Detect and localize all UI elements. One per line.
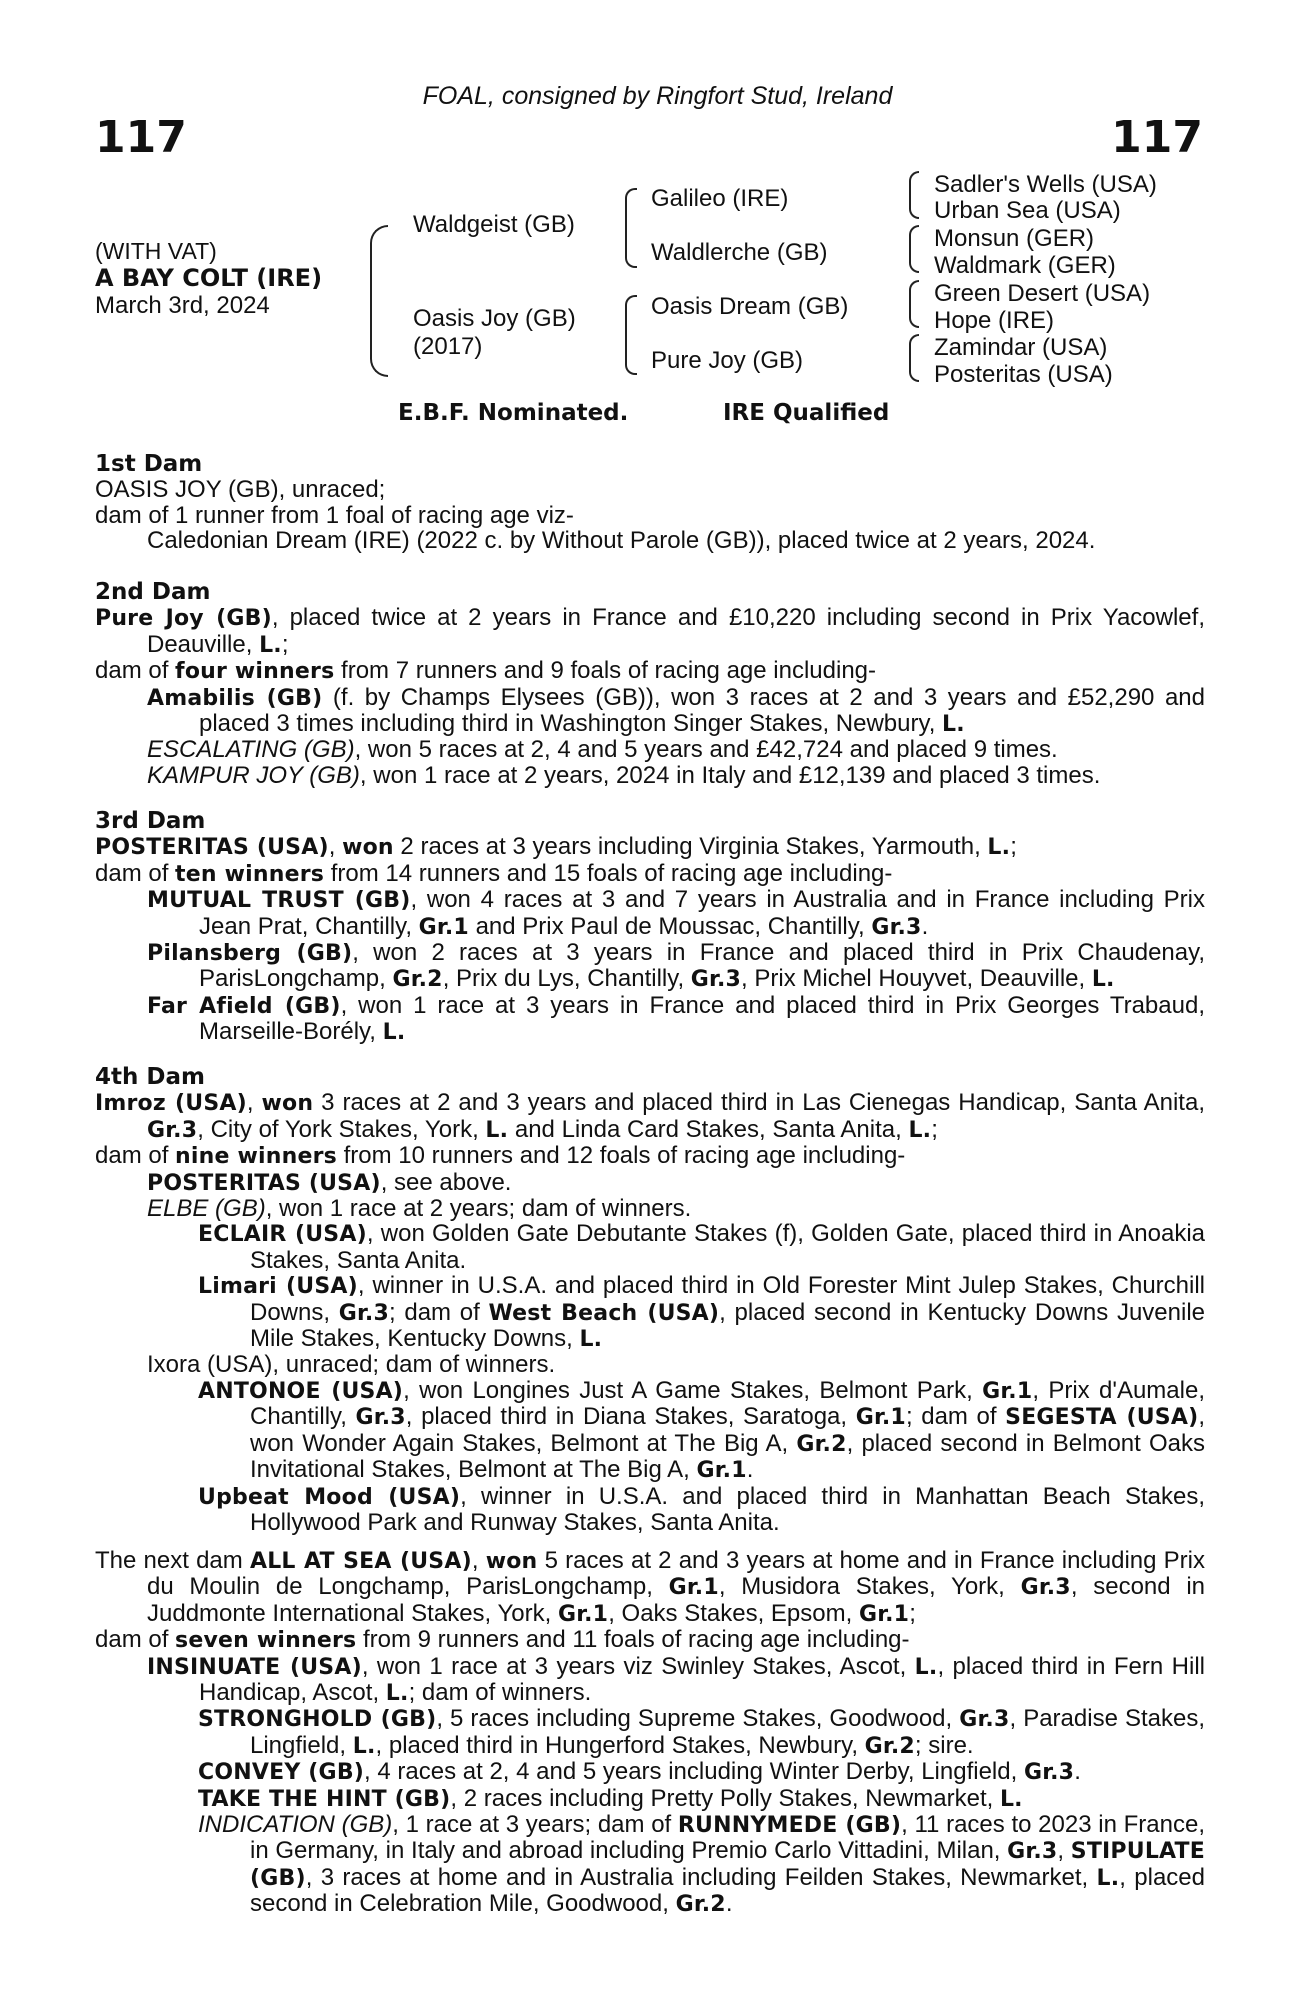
- pedigree-entry: [95, 1627, 1205, 1653]
- bold-run: Gr.2: [796, 1431, 847, 1457]
- bold-run: Limari (USA): [198, 1274, 358, 1300]
- bold-run: won: [485, 1549, 538, 1574]
- pedigree-brace: [370, 225, 388, 377]
- sire-dam: Waldlerche (GB): [651, 239, 828, 266]
- dam-name: Oasis Joy (GB): [413, 305, 576, 332]
- pedigree-entry: [95, 1786, 1205, 1812]
- italic-run: ELBE (GB): [147, 1195, 266, 1223]
- text-run: , Musidora Stakes, York,: [718, 1573, 1021, 1601]
- brace-g3-3: [909, 280, 919, 328]
- section-2nd-dam: [95, 580, 1205, 788]
- bold-run: Gr.3: [1023, 1760, 1075, 1786]
- bold-run: Gr.3: [959, 1707, 1010, 1733]
- g3-6: Hope (IRE): [934, 307, 1055, 334]
- text-run: .: [725, 1890, 733, 1918]
- pedigree-entry: [95, 763, 1205, 788]
- text-run: , placed second in Kentucky Downs Juvenile Mile Stakes, Kentucky Downs,: [250, 1298, 1205, 1353]
- bold-run: won: [261, 1091, 314, 1117]
- text-run: , see above.: [380, 1168, 512, 1196]
- bold-run: STRONGHOLD (GB): [198, 1707, 437, 1733]
- text-run: ; sire.: [914, 1731, 974, 1759]
- pedigree-entry: [95, 1378, 1205, 1484]
- text-run: ; dam of: [905, 1403, 1006, 1431]
- pedigree-entry: [95, 1759, 1205, 1785]
- bold-run: POSTERITAS (USA): [95, 835, 329, 861]
- text-run: dam of: [95, 859, 176, 887]
- text-run: ;: [1010, 833, 1017, 861]
- consignor-header: FOAL, consigned by Ringfort Stud, Ireland: [422, 82, 893, 110]
- text-run: dam of: [95, 1142, 176, 1170]
- g3-5: Green Desert (USA): [934, 280, 1151, 307]
- bold-run: L.: [485, 1117, 509, 1143]
- text-run: (f. by Champs Elysees (GB)), won 3 races at 2 and 3 years and £52,290 and placed 3 times including third in Washington Singer Stakes, Newbury,: [199, 683, 1205, 738]
- text-run: , won Wonder Again Stakes, Belmont at The Big A,: [250, 1403, 1206, 1457]
- lot-number-right: 117: [1111, 112, 1203, 163]
- text-run: ,: [246, 1089, 262, 1117]
- text-run: ,: [328, 833, 343, 861]
- brace-g3-2: [909, 225, 919, 273]
- bold-run: Gr.1: [982, 1378, 1033, 1404]
- pedigree-entry: [95, 737, 1205, 762]
- pedigree-entry: [95, 1548, 1205, 1627]
- bold-run: MUTUAL TRUST (GB): [147, 888, 411, 914]
- pedigree-entry: [95, 1812, 1205, 1918]
- text-run: , placed third in Fern Hill Handicap, Ascot,: [199, 1652, 1205, 1707]
- italic-run: KAMPUR JOY (GB): [147, 761, 360, 789]
- dam-line-brace: [625, 295, 637, 375]
- bold-run: STIPULATE (GB): [250, 1839, 1205, 1891]
- pedigree-entry: [95, 1170, 1205, 1196]
- pedigree-entry: [95, 1352, 1205, 1377]
- text-run: , won Golden Gate Debutante Stakes (f), Golden Gate, placed third in Anoakia Stakes, Santa Anita.: [250, 1220, 1206, 1274]
- pedigree-entry: [95, 1706, 1205, 1759]
- text-run: from 9 runners and 11 foals of racing age including-: [356, 1626, 910, 1654]
- bold-run: Gr.3: [871, 914, 922, 940]
- pedigree-entry: [95, 1221, 1205, 1273]
- text-run: , winner in U.S.A. and placed third in Old Forester Mint Julep Stakes, Churchill Downs,: [250, 1272, 1206, 1326]
- text-run: , won 1 race at 3 years viz Swinley Stakes, Ascot,: [361, 1652, 915, 1680]
- text-run: dam of: [95, 657, 176, 685]
- text-run: ;: [931, 1115, 938, 1143]
- text-run: .: [1074, 1758, 1081, 1786]
- bold-run: Upbeat Mood (USA): [198, 1484, 461, 1510]
- bold-run: Gr.3: [338, 1300, 389, 1326]
- vat-label: (WITH VAT): [95, 238, 217, 264]
- text-run: , second in Juddmonte International Stakes, York,: [147, 1573, 1206, 1627]
- text-run: .: [921, 912, 929, 940]
- text-run: 3 races at 2 and 3 years and placed third in Las Cienegas Handicap, Santa Anita,: [313, 1089, 1205, 1117]
- text-run: Caledonian Dream (IRE) (2022 c. by Without Parole (GB)), placed twice at 2 years, 2024.: [147, 527, 1096, 555]
- text-run: , Prix d'Aumale, Chantilly,: [250, 1376, 1205, 1431]
- pedigree-entry: [95, 605, 1205, 658]
- pedigree-entry: [95, 834, 1205, 860]
- bold-run: INSINUATE (USA): [147, 1654, 362, 1680]
- bold-run: L.: [382, 1020, 406, 1046]
- section-heading: 4th Dam: [95, 1064, 205, 1090]
- bold-run: Gr.1: [696, 1458, 747, 1484]
- bold-run: L.: [352, 1733, 376, 1759]
- ebf-nominated: E.B.F. Nominated.: [398, 400, 629, 426]
- text-run: , placed third in Hungerford Stakes, Newbury,: [375, 1731, 865, 1759]
- horse-dob: March 3rd, 2024: [95, 292, 270, 319]
- g3-4: Waldmark (GER): [934, 252, 1116, 279]
- text-run: ; dam of winners.: [408, 1679, 592, 1707]
- bold-run: West Beach (USA): [488, 1300, 720, 1326]
- text-run: Ixora (USA), unraced; dam of winners.: [147, 1351, 556, 1379]
- bold-run: Gr.3: [147, 1117, 198, 1143]
- pedigree-entry: [95, 477, 1205, 502]
- g3-8: Posteritas (USA): [934, 361, 1113, 388]
- bold-run: four winners: [175, 659, 335, 685]
- text-run: , 1 race at 3 years; dam of: [392, 1811, 678, 1839]
- bold-run: Gr.1: [557, 1601, 609, 1627]
- bold-run: Gr.2: [675, 1892, 726, 1918]
- pedigree-entry: [95, 503, 1205, 528]
- text-run: , placed twice at 2 years in France and £10,220 including second in Prix Yacowlef, Deauville,: [147, 604, 1205, 658]
- bold-run: Amabilis (GB): [147, 685, 323, 711]
- ire-qualified: IRE Qualified: [723, 400, 890, 426]
- pedigree-entry: [95, 1273, 1205, 1352]
- text-run: , won 2 races at 3 years in France and placed third in Prix Chaudenay, ParisLongchamp,: [199, 939, 1206, 993]
- bold-run: L.: [914, 1654, 938, 1680]
- g3-1: Sadler's Wells (USA): [934, 171, 1157, 198]
- text-run: and Prix Paul de Moussac, Chantilly,: [468, 912, 872, 940]
- pedigree-entry: [95, 1196, 1205, 1221]
- text-run: , won 1 race at 2 years; dam of winners.: [265, 1195, 692, 1223]
- text-run: dam of: [95, 1626, 176, 1654]
- bold-run: TAKE THE HINT (GB): [198, 1786, 451, 1812]
- bold-run: L.: [999, 1786, 1023, 1812]
- bold-run: Gr.2: [392, 967, 443, 993]
- dam-sire: Oasis Dream (GB): [651, 293, 849, 320]
- bold-run: Gr.2: [864, 1733, 915, 1759]
- bold-run: Pilansberg (GB): [147, 941, 353, 967]
- italic-run: ESCALATING (GB): [147, 736, 355, 764]
- text-run: ,: [471, 1547, 486, 1574]
- bold-run: Gr.1: [855, 1405, 906, 1431]
- text-run: OASIS JOY (GB), unraced;: [95, 476, 386, 504]
- text-run: , Prix Michel Houyvet, Deauville,: [741, 965, 1092, 993]
- bold-run: ALL AT SEA (USA): [249, 1549, 472, 1574]
- text-run: , placed second in Celebration Mile, Goodwood,: [250, 1863, 1205, 1918]
- bold-run: L.: [1091, 967, 1115, 993]
- text-run: , won 1 race at 2 years, 2024 in Italy and £12,139 and placed 3 times.: [359, 761, 1101, 789]
- g3-3: Monsun (GER): [934, 225, 1095, 252]
- bold-run: ten winners: [175, 861, 325, 887]
- sire-sire: Galileo (IRE): [651, 185, 789, 212]
- text-run: dam of 1 runner from 1 foal of racing age viz-: [95, 501, 574, 529]
- dam-year: (2017): [413, 333, 483, 360]
- bold-run: L.: [259, 632, 282, 658]
- text-run: ;: [909, 1599, 916, 1627]
- section-3rd-dam: [95, 809, 1205, 1046]
- text-run: , placed second in Belmont Oaks Invitational Stakes, Belmont at The Big A,: [250, 1429, 1205, 1484]
- bold-run: Gr.3: [1007, 1839, 1058, 1865]
- bold-run: CONVEY (GB): [198, 1760, 365, 1786]
- text-run: , 11 races to 2023 in France, in Germany, in Italy and abroad including Premio Carlo Vittadini, Milan,: [250, 1811, 1206, 1865]
- text-run: , 4 races at 2, 4 and 5 years including Winter Derby, Lingfield,: [364, 1758, 1024, 1786]
- brace-g3-4: [909, 334, 919, 382]
- pedigree-entry: [95, 685, 1205, 738]
- text-run: ; dam of: [388, 1298, 489, 1326]
- bold-run: seven winners: [175, 1628, 357, 1654]
- bold-run: L.: [987, 835, 1011, 861]
- pedigree-entry: [95, 528, 1205, 553]
- bold-run: nine winners: [175, 1144, 337, 1170]
- text-run: , won Longines Just A Game Stakes, Belmont Park,: [403, 1376, 983, 1404]
- brace-g3-1: [909, 171, 919, 219]
- bold-run: L.: [579, 1327, 603, 1353]
- sire-name: Waldgeist (GB): [413, 211, 575, 238]
- text-run: from 10 runners and 12 foals of racing age including-: [336, 1142, 906, 1170]
- bold-run: Gr.3: [690, 967, 742, 993]
- bold-run: Imroz (USA): [95, 1091, 247, 1117]
- sire-line-brace: [625, 188, 637, 268]
- text-run: , won 4 races at 3 and 7 years in Australia and in France including Prix Jean Prat, Chantilly,: [199, 886, 1205, 940]
- pedigree-entry: [95, 887, 1205, 940]
- text-run: The next dam: [95, 1547, 250, 1574]
- section-heading: 1st Dam: [95, 451, 203, 477]
- text-run: 5 races at 2 and 3 years at home and in France including Prix du Moulin de Longchamp, ParisLongchamp,: [147, 1547, 1205, 1601]
- bold-run: L.: [908, 1117, 932, 1143]
- text-run: , won 5 races at 2, 4 and 5 years and £42,724 and placed 9 times.: [354, 736, 1058, 764]
- g3-7: Zamindar (USA): [934, 334, 1108, 361]
- text-run: from 14 runners and 15 foals of racing age including-: [324, 859, 893, 887]
- text-run: , Paradise Stakes, Lingfield,: [250, 1705, 1205, 1759]
- pedigree-entry: [95, 1654, 1205, 1707]
- pedigree-entry: [95, 1090, 1205, 1143]
- dam-dam: Pure Joy (GB): [651, 347, 804, 374]
- bold-run: POSTERITAS (USA): [147, 1170, 381, 1196]
- text-run: , City of York Stakes, York,: [197, 1115, 486, 1143]
- pedigree-entry: [95, 940, 1205, 993]
- section-heading: 3rd Dam: [95, 808, 206, 834]
- text-run: , Prix du Lys, Chantilly,: [442, 965, 691, 993]
- bold-run: ECLAIR (USA): [198, 1222, 367, 1248]
- bold-run: L.: [942, 712, 965, 738]
- bold-run: L.: [385, 1681, 409, 1707]
- bold-run: Gr.3: [1020, 1575, 1071, 1601]
- bold-run: Pure Joy (GB): [95, 606, 272, 632]
- bold-run: RUNNYMEDE (GB): [677, 1813, 902, 1839]
- section-1st-dam: [95, 452, 1205, 554]
- text-run: , 5 races including Supreme Stakes, Goodwood,: [436, 1705, 960, 1733]
- bold-run: Gr.3: [355, 1405, 406, 1431]
- pedigree-entry: [95, 658, 1205, 684]
- bold-run: Gr.1: [858, 1601, 910, 1627]
- text-run: ;: [281, 630, 289, 658]
- text-run: .: [746, 1456, 754, 1484]
- section-4th-dam: [95, 1065, 1205, 1535]
- g3-2: Urban Sea (USA): [934, 197, 1121, 224]
- pedigree-entry: [95, 1143, 1205, 1169]
- horse-name: A BAY COLT (IRE): [95, 264, 323, 292]
- text-run: , won 1 race at 3 years in France and placed third in Prix Georges Trabaud, Marseille-Borély,: [199, 991, 1205, 1046]
- text-run: , winner in U.S.A. and placed third in Manhattan Beach Stakes, Hollywood Park and Runway Stakes, Santa Anita.: [250, 1482, 1206, 1536]
- text-run: , 3 races at home and in Australia including Feilden Stakes, Newmarket,: [305, 1863, 1097, 1891]
- text-run: ,: [1057, 1837, 1071, 1865]
- bold-run: won: [342, 835, 394, 861]
- pedigree-entry: [95, 993, 1205, 1046]
- text-run: , placed third in Diana Stakes, Saratoga,: [405, 1403, 856, 1431]
- pedigree-entry: [95, 1484, 1205, 1536]
- lot-number-left: 117: [95, 112, 187, 163]
- bold-run: L.: [1096, 1865, 1120, 1891]
- text-run: , Oaks Stakes, Epsom,: [608, 1599, 859, 1627]
- bold-run: ANTONOE (USA): [198, 1378, 404, 1404]
- bold-run: SEGESTA (USA): [1005, 1405, 1199, 1431]
- bold-run: Far Afield (GB): [147, 993, 341, 1019]
- text-run: 2 races at 3 years including Virginia Stakes, Yarmouth,: [393, 833, 988, 861]
- section-heading: 2nd Dam: [95, 579, 211, 605]
- bold-run: Gr.1: [418, 914, 469, 940]
- text-run: , 2 races including Pretty Polly Stakes, Newmarket,: [450, 1784, 1000, 1812]
- italic-run: INDICATION (GB): [198, 1811, 393, 1839]
- text-run: from 7 runners and 9 foals of racing age including-: [334, 657, 876, 685]
- section-next-dam: [95, 1548, 1205, 1918]
- bold-run: Gr.1: [668, 1575, 719, 1601]
- text-run: and Linda Card Stakes, Santa Anita,: [508, 1115, 909, 1143]
- pedigree-entry: [95, 861, 1205, 887]
